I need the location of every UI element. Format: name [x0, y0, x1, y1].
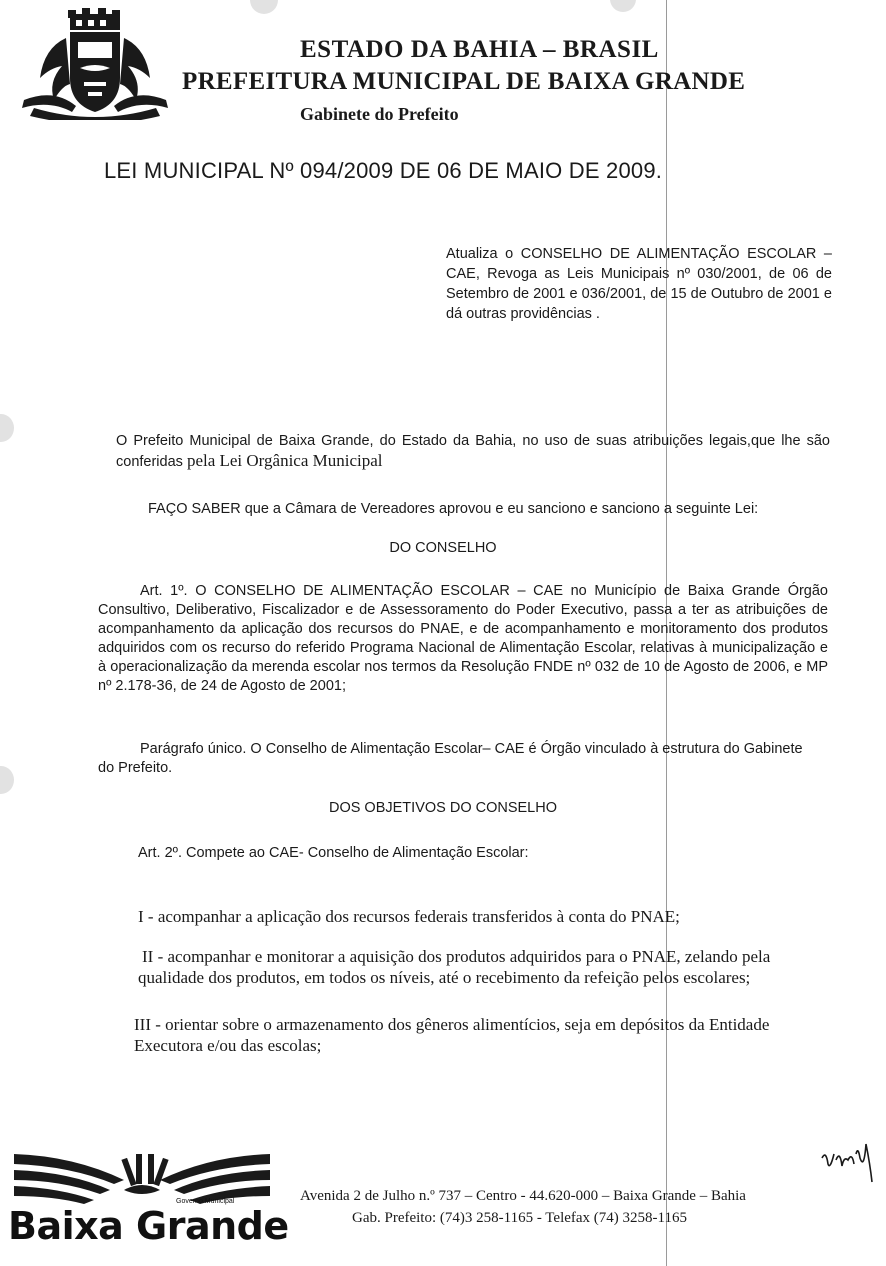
intro-text: O Prefeito Municipal de Baixa Grande, do Estado da Bahia, no uso de suas atribuições legais,que lhe são conferidas: [116, 433, 830, 470]
inciso-2: II - acompanhar e monitorar a aquisição dos produtos adquiridos para o PNAE, zelando pela qualidade dos produtos, em todos os níveis, até o recebimento da refeição pelos escolares;: [138, 947, 771, 987]
article-1: Art. 1º. O CONSELHO DE ALIMENTAÇÃO ESCOLAR – CAE no Município de Baixa Grande Órgão Consultivo, Deliberativo, Fiscalizador e de Assessoramento do Poder Executivo, passa a ter as atribuições de acompanhamento da aplicação dos recursos do PNAE, e de acompanhamento e monitoramento dos produtos adquiridos com os recurso do referido Programa Nacional de Alimentação Escolar, relativas à municipalização e à operacionalização da merenda escolar nos termos da Resolução FNDE nº 032 de 10 de Agosto de 2006, e MP nº 2.178-36, de 24 de Agosto de 2001;: [98, 583, 828, 694]
footer-phones: Gab. Prefeito: (74)3 258-1165 - Telefax (74) 3258-1165: [352, 1210, 687, 1226]
law-title: LEI MUNICIPAL Nº 094/2009 DE 06 DE MAIO DE 2009.: [104, 158, 663, 183]
header-gabinete: Gabinete do Prefeito: [300, 104, 459, 124]
inciso-3: III - orientar sobre o armazenamento dos gêneros alimentícios, seja em depósitos da Entidade Executora e/ou das escolas;: [134, 1015, 770, 1055]
header-prefeitura: PREFEITURA MUNICIPAL DE BAIXA GRANDE: [182, 68, 746, 95]
inciso-1: I - acompanhar a aplicação dos recursos federais transferidos à conta do PNAE;: [138, 907, 680, 926]
law-ementa: Atualiza o CONSELHO DE ALIMENTAÇÃO ESCOLAR – CAE, Revoga as Leis Municipais nº 030/2001, de 06 de Setembro de 2001 e 036/2001, de 15 de Outubro de 2001 e dá outras providências .: [446, 246, 832, 322]
punch-hole-left-2: [0, 766, 14, 794]
initials-signature: [818, 1140, 874, 1184]
section-heading-objetivos: DOS OBJETIVOS DO CONSELHO: [328, 800, 557, 816]
header-state: ESTADO DA BAHIA – BRASIL: [300, 36, 659, 63]
article-2: Art. 2º. Compete ao CAE- Conselho de Alimentação Escolar:: [138, 845, 529, 861]
footer-address: Avenida 2 de Julho n.º 737 – Centro - 44.620-000 – Baixa Grande – Bahia: [300, 1188, 746, 1204]
logo-text: Baixa Grande: [8, 1204, 289, 1248]
intro-paragraph: [116, 432, 830, 472]
lei-organica-text: pela Lei Orgânica Municipal: [186, 451, 383, 470]
faco-saber-paragraph: FAÇO SABER que a Câmara de Vereadores aprovou e eu sanciono e sanciono a seguinte Lei:: [148, 501, 759, 517]
coat-of-arms-icon: [14, 8, 174, 120]
logo-subtitle: Governo Municipal: [176, 1198, 235, 1205]
punch-hole-top-left: [250, 0, 278, 14]
punch-hole-top-right: [610, 0, 636, 12]
section-heading-conselho: DO CONSELHO: [389, 540, 497, 556]
paragrafo-unico: Parágrafo único. O Conselho de Alimentação Escolar– CAE é Órgão vinculado à estrutura do Gabinete do Prefeito.: [98, 741, 803, 776]
punch-hole-left-1: [0, 414, 14, 442]
